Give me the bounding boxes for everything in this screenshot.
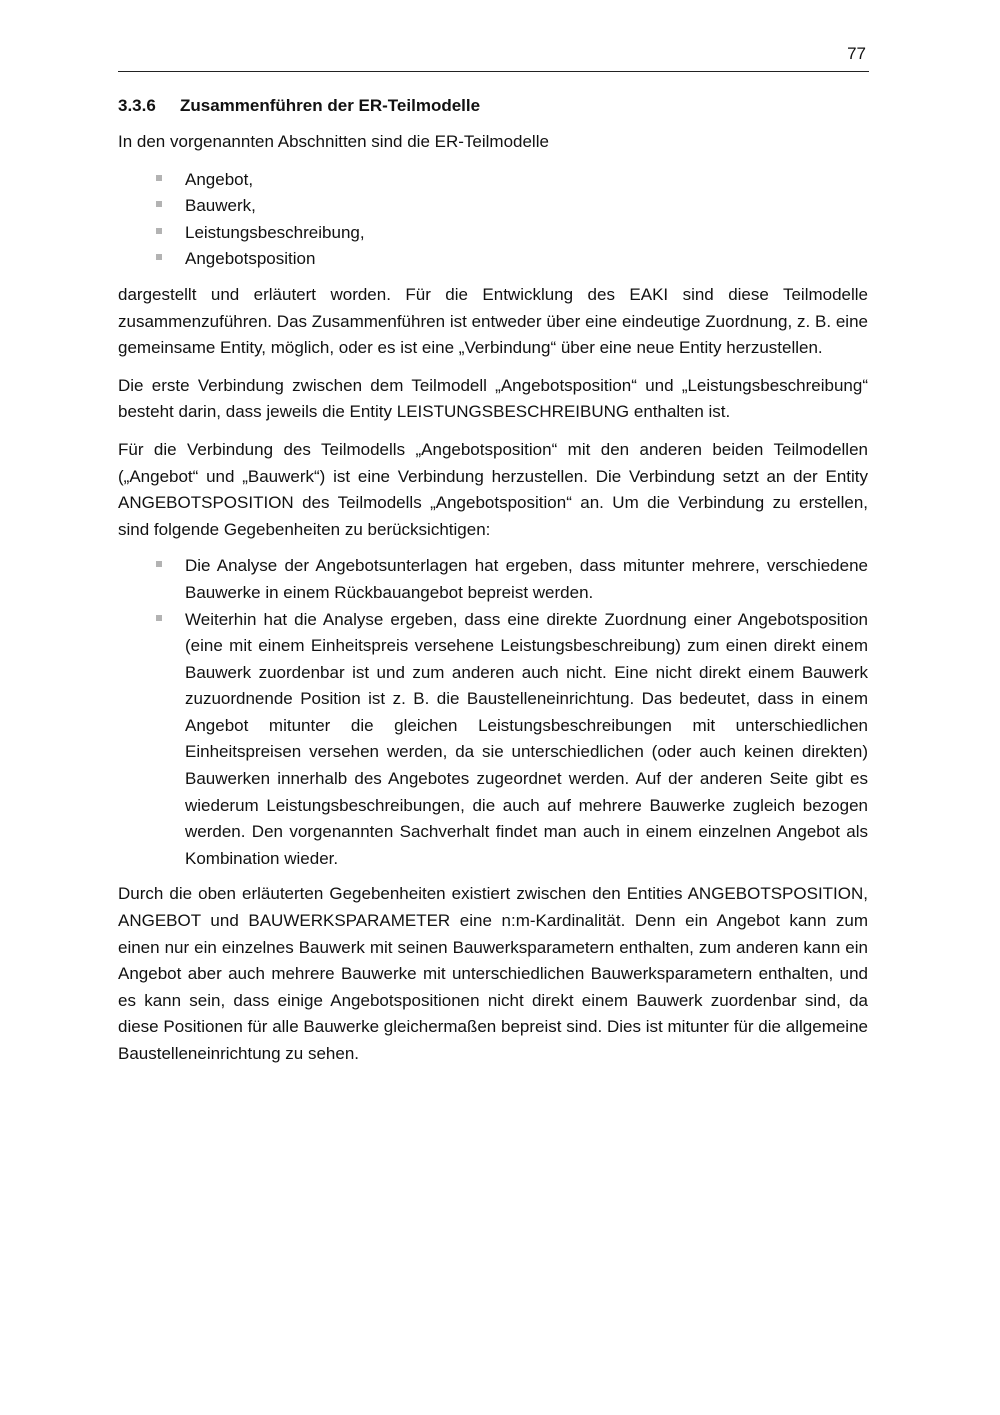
section-title: Zusammenführen der ER-Teilmodelle [180, 96, 481, 115]
body-paragraph: Für die Verbindung des Teilmodells „Angebotsposition“ mit den anderen beiden Teilmodellen („Angebot“ und „Bauwerk“) ist eine Verbindung herzustellen. Die Verbindung setzt an der Entity ANGEBOTSPOSITION des Teilmodells „Angebotsposition“ an. Um die Verbindung zu erstellen, sind folgende Gegebenheiten zu berücksichtigen: [118, 439, 868, 539]
square-bullet-icon [156, 175, 162, 181]
section-number: 3.3.6 [118, 96, 156, 115]
considerations-list [118, 553, 868, 872]
list-item [118, 607, 868, 873]
list-item [118, 553, 868, 606]
square-bullet-icon [156, 201, 162, 207]
list-item [118, 167, 868, 194]
page-number: 77 [847, 44, 866, 63]
body-paragraph: Durch die oben erläuterten Gegebenheiten existiert zwischen den Entities ANGEBOTSPOSITION, ANGEBOT und BAUWERKSPARAMETER eine n:m-Kardinalität. Denn ein Angebot kann zum einen nur ein einzelnes Bauwerk mit seinen Bauwerksparametern enthalten, zum anderen kann ein Angebot aber auch mehrere Bauwerke mit unterschiedlichen Bauwerksparametern enthalten, und es kann sein, dass einige Angebotspositionen nicht direkt einem Bauwerk zuordenbar sind, da diese Positionen für alle Bauwerke gleichermaßen bepreist sind. Dies ist mitunter für die allgemeine Baustelleneinrichtung zu sehen. [118, 884, 868, 1063]
body-paragraph: dargestellt und erläutert worden. Für die Entwicklung des EAKI sind diese Teilmodelle zusammenzuführen. Das Zusammenführen ist entweder über eine eindeutige Zuordnung, z. B. eine gemeinsame Entity, möglich, oder es ist eine „Verbindung“ über eine neue Entity herzustellen. [118, 284, 868, 358]
page-content [118, 94, 868, 1068]
list-item [118, 220, 868, 247]
list-item-text: Angebotsposition [185, 249, 316, 269]
square-bullet-icon [156, 254, 162, 260]
square-bullet-icon [156, 228, 162, 234]
list-item-text: Bauwerk, [185, 196, 256, 216]
submodel-list [118, 167, 868, 273]
list-item [118, 193, 868, 220]
list-item-text: Weiterhin hat die Analyse ergeben, dass eine direkte Zuordnung einer Angebotsposition (eine mit einem Einheitspreis versehene Leistungsbeschreibung) zum einen direkt einem Bauwerk zuordenbar ist und zum anderen auch nicht. Eine nicht direkt einem Bauwerk zuzuordnende Position ist z. B. die Baustelleneinrichtung. Das bedeutet, dass in einem Angebot mitunter die gleichen Leistungsbeschreibungen mit unterschiedlichen Einheitspreisen versehen werden, da sie unterschiedlichen (oder auch keinen direkten) Bauwerken innerhalb des Angebotes zugeordnet werden. Auf der anderen Seite gibt es wiederum Leistungsbeschreibungen, die auch auf mehrere Bauwerke zugleich bezogen werden. Den vorgenannten Sachverhalt findet man auch in einem einzelnen Angebot als Kombination wieder. [185, 609, 868, 868]
list-item [118, 246, 868, 273]
intro-paragraph: In den vorgenannten Abschnitten sind die ER-Teilmodelle [118, 132, 549, 151]
body-paragraph: Die erste Verbindung zwischen dem Teilmodell „Angebotsposition“ und „Leistungsbeschreibung“ besteht darin, dass jeweils die Entity LEISTUNGSBESCHREIBUNG enthalten ist. [118, 375, 868, 422]
page-header [118, 40, 869, 72]
list-item-text: Die Analyse der Angebotsunterlagen hat ergeben, dass mitunter mehrere, verschiedene Bauwerke in einem Rückbauangebot bepreist werden. [185, 556, 868, 602]
section-heading [118, 94, 868, 118]
list-item-text: Angebot, [185, 169, 254, 189]
list-item-text: Leistungsbeschreibung, [185, 222, 365, 242]
square-bullet-icon [156, 615, 162, 621]
square-bullet-icon [156, 561, 162, 567]
